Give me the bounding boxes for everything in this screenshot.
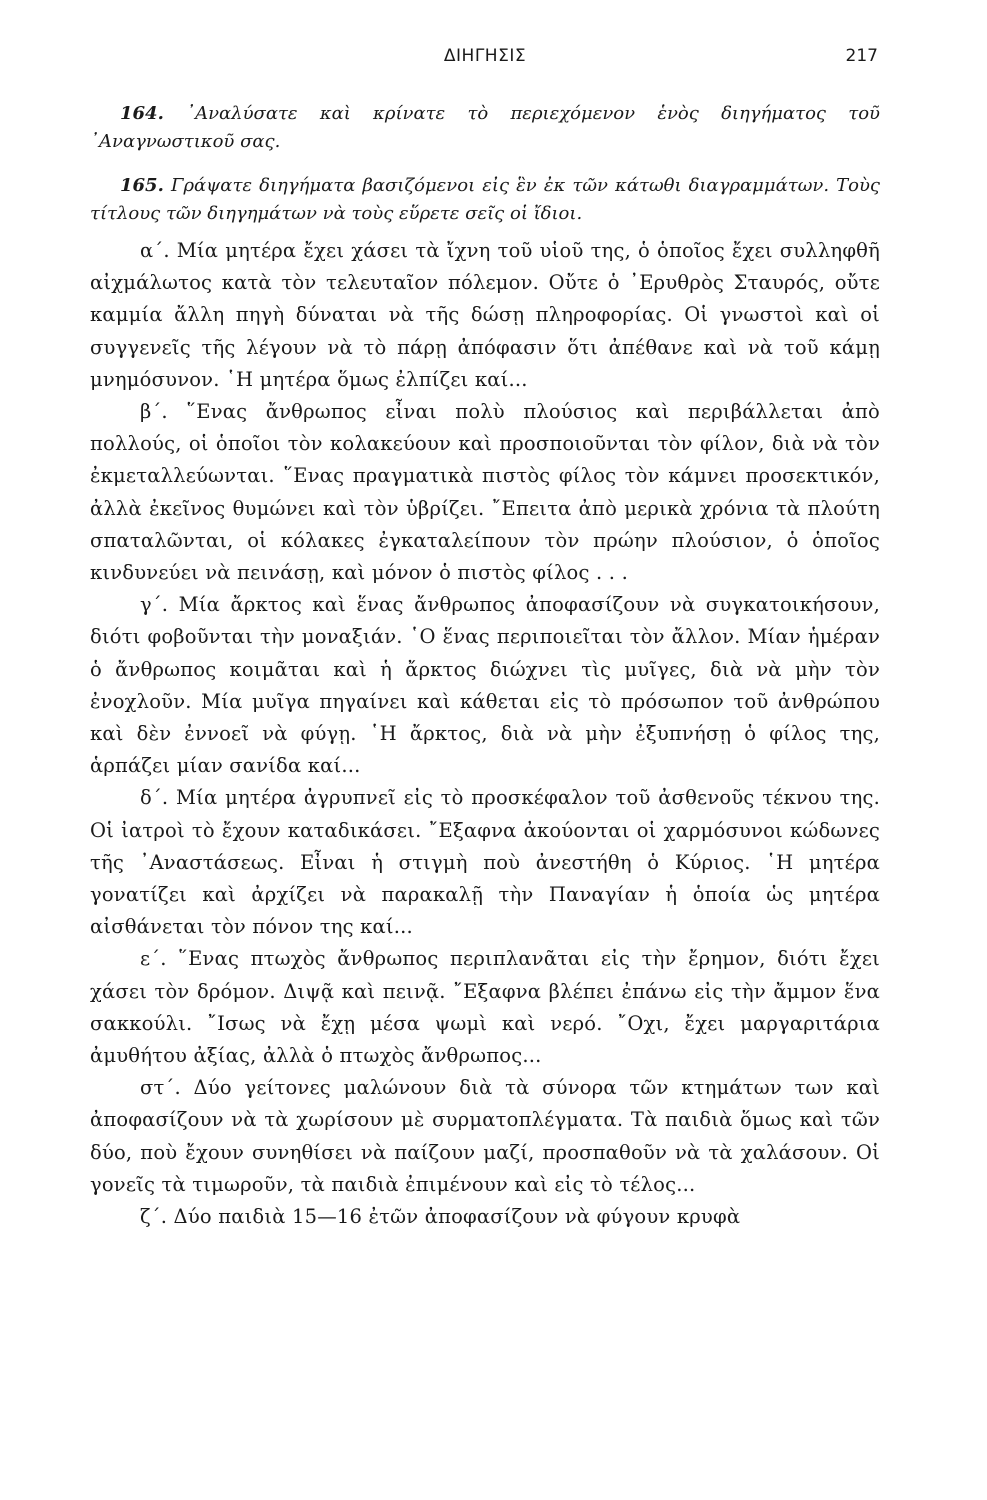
- running-title: ΔΙΗΓΗΣΙΣ: [443, 46, 527, 66]
- running-head: [90, 46, 880, 72]
- item-text: ῞Ενας ἄνθρωπος εἶναι πολὺ πλούσιος καὶ περιβάλλεται ἀπὸ πολλούς, οἱ ὁποῖοι τὸν κολακεύουν καὶ προσποιοῦνται τὸν φίλον, διὰ νὰ τὸν ἐκμεταλλεύωνται. ῞Ενας πραγματικὰ πιστὸς φίλος τὸν κάμνει προσεκτικόν, ἀλλὰ ἐκεῖνος θυμώνει καὶ τὸν ὑβρίζει. ῎Επειτα ἀπὸ μερικὰ χρόνια τὰ πλούτη σπαταλῶνται, οἱ κόλακες ἐγκαταλείπουν τὸν πρώην πλούσιον, ὁ ὁποῖος κινδυνεύει νὰ πεινάσῃ, καὶ μόνον ὁ πιστὸς φίλος . . .: [90, 400, 880, 585]
- item-text: Δύο γείτονες μαλώνουν διὰ τὰ σύνορα τῶν κτημάτων των καὶ ἀποφασίζουν νὰ τὰ χωρίσουν μὲ συρματοπλέγματα. Τὰ παιδιὰ ὅμως καὶ τῶν δύο, ποὺ ἔχουν συνηθίσει νὰ παίζουν μαζί, προσπαθοῦν νὰ τὰ χαλάσουν. Οἱ γονεῖς τὰ τιμωροῦν, τὰ παιδιὰ ἐπιμένουν καὶ εἰς τὸ τέλος...: [90, 1076, 880, 1196]
- exercise-text: Γράψατε διηγήματα βασιζόμενοι εἰς ἓν ἐκ τῶν κάτωθι διαγραμμάτων. Τοὺς τίτλους τῶν διηγημάτων νὰ τοὺς εὕρετε σεῖς οἱ ἴδιοι.: [90, 175, 880, 224]
- item-label: β΄.: [140, 400, 168, 424]
- exercise-164: [90, 100, 880, 156]
- exercise-number: 164.: [120, 103, 164, 124]
- item-label: στ΄.: [140, 1076, 181, 1100]
- item-label: ε΄.: [140, 947, 167, 971]
- item-label: γ΄.: [140, 593, 169, 617]
- outline-item-gamma: [90, 589, 880, 782]
- outline-list: [90, 235, 880, 1233]
- item-text: Μία μητέρα ἔχει χάσει τὰ ἴχνη τοῦ υἱοῦ της, ὁ ὁποῖος ἔχει συλληφθῆ αἰχμάλωτος κατὰ τὸν τελευταῖον πόλεμον. Οὔτε ὁ ᾿Ερυθρὸς Σταυρός, οὔτε καμμία ἄλλη πηγὴ δύναται νὰ τῆς δώσῃ πληροφορίας. Οἱ γνωστοὶ καὶ οἱ συγγενεῖς τῆς λέγουν νὰ τὸ πάρῃ ἀπόφασιν ὅτι ἀπέθανε καὶ νὰ τοῦ κάμῃ μνημόσυνον. ῾Η μητέρα ὅμως ἐλπίζει καί...: [90, 239, 880, 391]
- exercise-list: [90, 100, 880, 244]
- outline-item-zeta: [90, 1201, 880, 1233]
- item-label: δ΄.: [140, 786, 169, 810]
- outline-item-epsilon: [90, 943, 880, 1072]
- item-text: Μία μητέρα ἀγρυπνεῖ εἰς τὸ προσκέφαλον τοῦ ἀσθενοῦς τέκνου της. Οἱ ἰατροὶ τὸ ἔχουν καταδικάσει. ῎Εξαφνα ἀκούονται οἱ χαρμόσυνοι κώδωνες τῆς ᾿Αναστάσεως. Εἶναι ἡ στιγμὴ ποὺ ἀνεστήθη ὁ Κύριος. ῾Η μητέρα γονατίζει καὶ ἀρχίζει νὰ παρακαλῇ τὴν Παναγίαν ἡ ὁποία ὡς μητέρα αἰσθάνεται τὸν πόνον της καί...: [90, 786, 881, 939]
- item-text: ῞Ενας πτωχὸς ἄνθρωπος περιπλανᾶται εἰς τὴν ἔρημον, διότι ἔχει χάσει τὸν δρόμον. Διψᾷ καὶ πεινᾷ. ῎Εξαφνα βλέπει ἐπάνω εἰς τὴν ἄμμον ἕνα σακκούλι. ῎Ισως νὰ ἔχῃ μέσα ψωμὶ καὶ νερό. ῎Οχι, ἔχει μαργαριτάρια ἀμυθήτου ἀξίας, ἀλλὰ ὁ πτωχὸς ἄνθρωπος...: [90, 947, 880, 1068]
- item-text: Δύο παιδιὰ 15—16 ἐτῶν ἀποφασίζουν νὰ φύγουν κρυφὰ: [173, 1205, 741, 1229]
- item-text: Μία ἄρκτος καὶ ἕνας ἄνθρωπος ἀποφασίζουν νὰ συγκατοικήσουν, διότι φοβοῦνται τὴν μοναξιάν. ῾Ο ἕνας περιποιεῖται τὸν ἄλλον. Μίαν ἡμέραν ὁ ἄνθρωπος κοιμᾶται καὶ ἡ ἄρκτος διώχνει τὶς μυῖγες, διὰ νὰ μὴν τὸν ἐνοχλοῦν. Μία μυῖγα πηγαίνει καὶ κάθεται εἰς τὸ πρόσωπον τοῦ ἀνθρώπου καὶ δὲν ἐννοεῖ νὰ φύγῃ. ῾Η ἄρκτος, διὰ νὰ μὴν ἐξυπνήσῃ ὁ φίλος της, ἁρπάζει μίαν σανίδα καί...: [90, 593, 880, 778]
- exercise-165: [90, 172, 880, 228]
- item-label: α΄.: [140, 239, 170, 262]
- outline-item-stigma: [90, 1072, 880, 1201]
- page-number: 217: [845, 46, 878, 66]
- outline-item-alpha: [90, 235, 880, 396]
- outline-item-delta: [90, 782, 880, 943]
- item-label: ζ΄.: [140, 1205, 168, 1229]
- exercise-number: 165.: [120, 175, 164, 196]
- exercise-text: ᾿Αναλύσατε καὶ κρίνατε τὸ περιεχόμενον ἑνὸς διηγήματος τοῦ ᾿Αναγνωστικοῦ σας.: [90, 103, 880, 152]
- outline-item-beta: [90, 396, 880, 589]
